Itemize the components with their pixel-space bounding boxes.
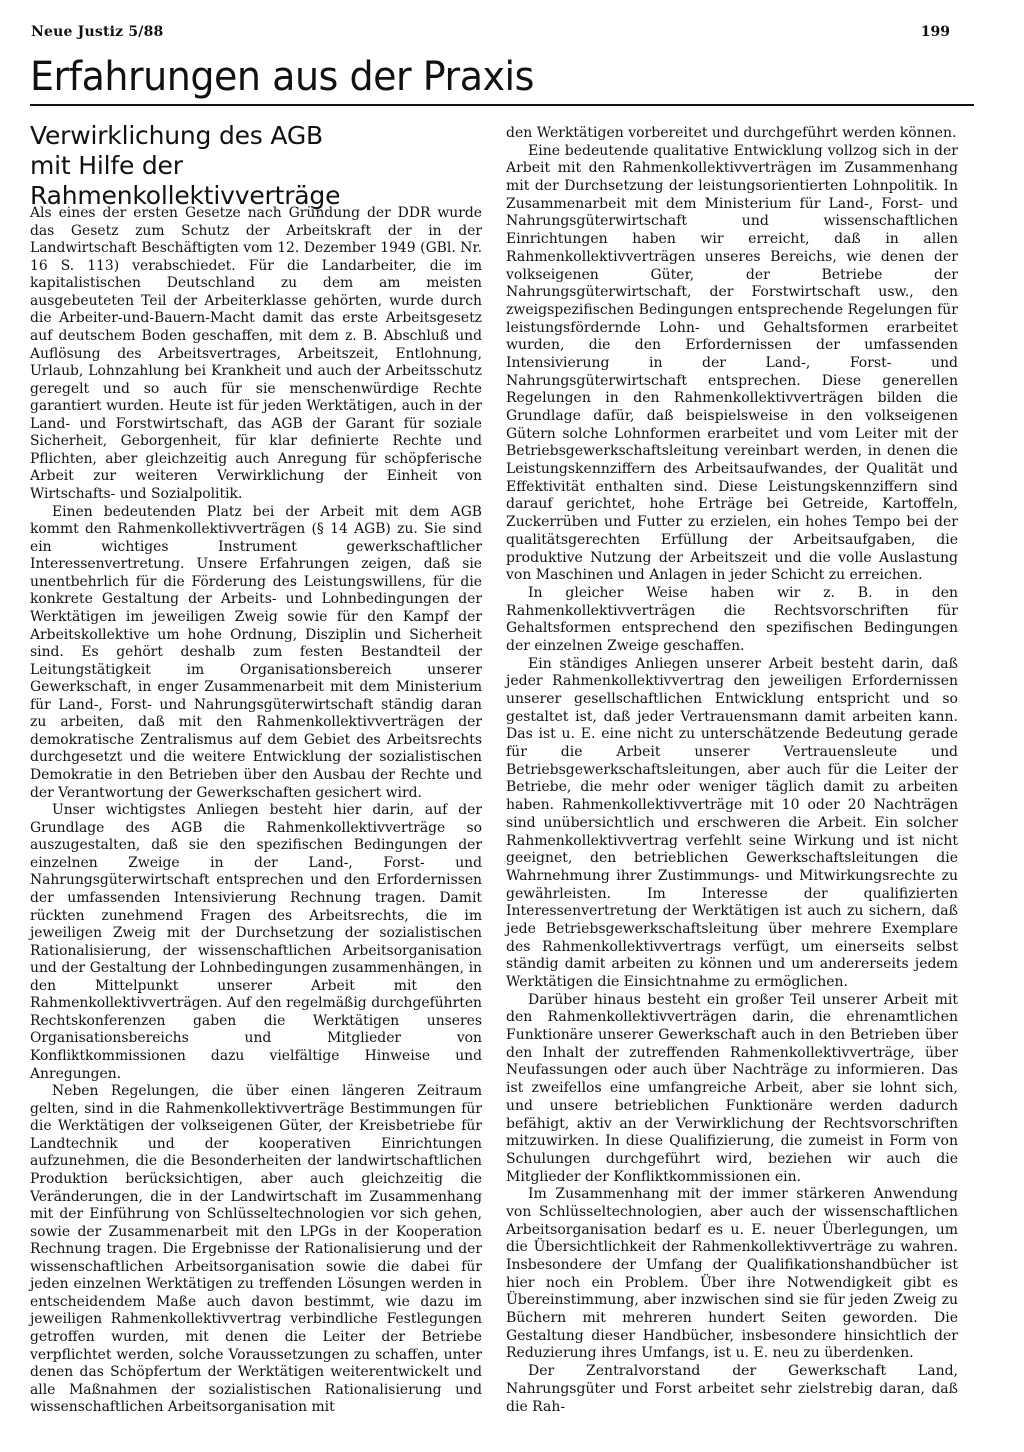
- paragraph: Der Zentralvorstand der Gewerkschaft Land, Nahrungsgüter und Forst arbeitet sehr zielstrebig daran, daß die Rah-: [506, 1363, 958, 1415]
- paragraph: In gleicher Weise haben wir z. B. in den Rahmenkollektivverträgen die Rechtsvorschriften für Gehaltsformen entsprechend den spezifischen Bedingungen der einzelnen Zweige geschaffen.: [506, 584, 958, 654]
- article-title-line-2: mit Hilfe der Rahmenkollektivverträge: [30, 151, 341, 210]
- paragraph: Im Zusammenhang mit der immer stärkeren Anwendung von Schlüsseltechnologien, aber auch der wissenschaftlichen Arbeitsorganisation bedarf es u. E. neuer Überlegungen, um die Übersichtlichkeit der Rahmenkollektivverträge zu wahren. Insbesondere der Umfang der Qualifikationshandbücher ist hier noch ein Problem. Über ihre Notwendigkeit gibt es Übereinstimmung, aber inzwischen sind sie für jeden Zweig zu Büchern mit mehreren hundert Seiten geworden. Die Gestaltung dieser Handbücher, insbesondere hinsichtlich der Reduzierung ihres Umfangs, ist u. E. neu zu überdenken.: [506, 1186, 958, 1362]
- right-column: [506, 125, 958, 1416]
- section-title: Erfahrungen aus der Praxis: [30, 54, 534, 100]
- paragraph: Als eines der ersten Gesetze nach Gründung der DDR wurde das Gesetz zum Schutz der Arbeitskraft der in der Landwirtschaft Beschäftigten vom 12. Dezember 1949 (GBl. Nr. 16 S. 113) verabschiedet. Für die Landarbeiter, die im kapitalistischen Deutschland zu dem am meisten ausgebeuteten Teil der Arbeiterklasse gehörten, wurde durch die Arbeiter-und-Bauern-Macht damit das erste Arbeitsgesetz auf deutschem Boden geschaffen, mit dem z. B. Abschluß und Auflösung des Arbeitsvertrages, Arbeitszeit, Entlohnung, Urlaub, Lohnzahlung bei Krankheit und auch der Arbeitsschutz geregelt und so auch für sie menschenwürdige Rechte garantiert wurden. Heute ist für jeden Werktätigen, auch in der Land- und Forstwirtschaft, das AGB der Garant für soziale Sicherheit, Geborgenheit, für klar definierte Rechte und Pflichten, aber gleichzeitig auch Anregung für schöpferische Arbeit zur weiteren Verwirklichung der Einheit von Wirtschafts- und Sozialpolitik.: [30, 205, 482, 502]
- article-title-line-1: Verwirklichung des AGB: [30, 121, 323, 150]
- paragraph: Darüber hinaus besteht ein großer Teil unserer Arbeit mit den Rahmenkollektivverträgen darin, die ehrenamtlichen Funktionäre unserer Gewerkschaft auch in den Betrieben über den Inhalt der zutreffenden Rahmenkollektivverträge, über Neufassungen oder auch über Nachträge zu informieren. Das ist zweifellos eine umfangreiche Arbeit, aber sie lohnt sich, und unsere betrieblichen Funktionäre werden dadurch befähigt, aktiv an der Verwirklichung der Rechtsvorschriften mitzuwirken. In diese Qualifizierung, die zumeist in Form von Schulungen durchgeführt wird, beziehen wir auch die Mitglieder der Konfliktkommissionen ein.: [506, 991, 958, 1185]
- article-title: [30, 121, 500, 211]
- section-rule: [30, 104, 974, 106]
- journal-running-head: Neue Justiz 5/88: [31, 24, 164, 40]
- paragraph: Unser wichtigstes Anliegen besteht hier darin, auf der Grundlage des AGB die Rahmenkollektivverträge so auszugestalten, daß sie den spezifischen Bedingungen der einzelnen Zweige in der Land-, Forst- und Nahrungsgüterwirtschaft entsprechen und den Erfordernissen der umfassenden Intensivierung Rechnung tragen. Damit rückten zunehmend Fragen des Arbeitsrechts, die im jeweiligen Zweig mit der Durchsetzung der sozialistischen Rationalisierung, der wissenschaftlichen Arbeitsorganisation und der Gestaltung der Lohnbedingungen zusammenhängen, in den Mittelpunkt unserer Arbeit mit den Rahmenkollektivverträgen. Auf den regelmäßig durchgeführten Rechtskonferenzen gaben die Werktätigen unseres Organisationsbereichs und Mitglieder von Konfliktkommissionen dazu vielfältige Hinweise und Anregungen.: [30, 802, 482, 1082]
- page-number: 199: [920, 24, 950, 40]
- paragraph: Ein ständiges Anliegen unserer Arbeit besteht darin, daß jeder Rahmenkollektivvertrag den jeweiligen Erfordernissen unserer gesellschaftlichen Entwicklung entspricht und so gestaltet ist, daß jeder Vertrauensmann damit arbeiten kann. Das ist u. E. eine nicht zu unterschätzende Bedeutung gerade für die Arbeit unserer Vertrauensleute und Betriebsgewerkschaftsleitungen, aber auch für die Leiter der Betriebe, die mehr oder weniger täglich damit zu arbeiten haben. Rahmenkollektivverträge mit 10 oder 20 Nachträgen sind unübersichtlich und erschweren die Arbeit. Ein solcher Rahmenkollektivvertrag verfehlt seine Wirkung und ist nicht geeignet, den betrieblichen Gewerkschaftsleitungen die Wahrnehmung ihrer Zustimmungs- und Mitwirkungsrechte zu gewährleisten. Im Interesse der qualifizierten Interessenvertretung der Werktätigen ist auch zu sichern, daß jede Betriebsgewerkschaftsleitung über mehrere Exemplare des Rahmenkollektivvertrags verfügt, um einerseits selbst ständig damit arbeiten zu können und um andererseits jedem Werktätigen die Einsichtnahme zu ermöglichen.: [506, 655, 958, 990]
- paragraph: Einen bedeutenden Platz bei der Arbeit mit dem AGB kommt den Rahmenkollektivverträgen (§ 14 AGB) zu. Sie sind ein wichtiges Instrument gewerkschaftlicher Interessenvertretung. Unsere Erfahrungen zeigen, daß sie unentbehrlich für die Förderung des Leistungswillens, für die konkrete Gestaltung der Arbeits- und Lohnbedingungen der Werktätigen im jeweiligen Zweig sowie für den Kampf der Arbeitskollektive um hohe Ordnung, Disziplin und Sicherheit sind. Es gehört deshalb zum festen Bestandteil der Leitungstätigkeit im Organisationsbereich unserer Gewerkschaft, in enger Zusammenarbeit mit dem Ministerium für Land-, Forst- und Nahrungsgüterwirtschaft ständig daran zu arbeiten, daß mit den Rahmenkollektivverträgen der demokratische Zentralismus auf dem Gebiet des Arbeitsrechts durchgesetzt und die weitere Entwicklung der sozialistischen Demokratie in den Betrieben über den Ausbau der Rechte und der Verantwortung der Gewerkschaften gesichert wird.: [30, 503, 482, 801]
- paragraph: Eine bedeutende qualitative Entwicklung vollzog sich in der Arbeit mit den Rahmenkollektivverträgen im Zusammenhang mit der Durchsetzung der leistungsorientierten Lohnpolitik. In Zusammenarbeit mit dem Ministerium für Land-, Forst- und Nahrungsgüterwirtschaft und wissenschaftlichen Einrichtungen haben wir erreicht, daß in allen Rahmenkollektivverträgen unseres Bereichs, wie denen der volkseigenen Güter, der Betriebe der Nahrungsgüterwirtschaft, der Forstwirtschaft usw., den zweigspezifischen Bedingungen entsprechende Regelungen für leistungsfördernde Lohn- und Gehaltsformen erarbeitet wurden, die den Erfordernissen der umfassenden Intensivierung in der Land-, Forst- und Nahrungsgüterwirtschaft entsprechen. Diese generellen Regelungen in den Rahmenkollektivverträgen bilden die Grundlage dafür, daß beispielsweise in den volkseigenen Gütern solche Lohnformen erarbeitet und vom Leiter mit der Betriebsgewerkschaftsleitung vereinbart werden, in denen die Leistungskennziffern des Arbeitsaufwandes, der Qualität und Effektivität enthalten sind. Diese Leistungskennziffern sind darauf gerichtet, hohe Erträge bei Getreide, Kartoffeln, Zuckerrüben und Futter zu erzielen, ein hohes Tempo bei der qualitätsgerechten Erfüllung der Arbeitsaufgaben, die produktive Nutzung der Arbeitszeit und die volle Auslastung von Maschinen und Anlagen in jeder Schicht zu erreichen.: [506, 142, 958, 584]
- left-column: [30, 205, 482, 1417]
- paragraph: Neben Regelungen, die über einen längeren Zeitraum gelten, sind in die Rahmenkollektivverträge Bestimmungen für die Werktätigen der volkseigenen Güter, der Kreisbetriebe für Landtechnik und der kooperativen Einrichtungen aufzunehmen, die die Besonderheiten der landwirtschaftlichen Produktion berücksichtigen, aber auch gleichzeitig die Veränderungen, die in der Landwirtschaft im Zusammenhang mit der Einführung von Schlüsseltechnologien vor sich gehen, sowie der Zusammenarbeit mit den LPGs in der Kooperation Rechnung tragen. Die Ergebnisse der Rationalisierung und der wissenschaftlichen Arbeitsorganisation sowie die dabei für jeden einzelnen Werktätigen zu treffenden Lösungen werden in entscheidendem Maße auch davon bestimmt, wie dazu im jeweiligen Rahmenkollektivvertrag verbindliche Festlegungen getroffen wurden, mit denen die Leiter der Betriebe verpflichtet werden, solche Voraussetzungen zu schaffen, unter denen das Schöpfertum der Werktätigen weiterentwickelt und alle Maßnahmen der sozialistischen Rationalisierung und wissenschaftlichen Arbeitsorganisation mit: [30, 1083, 482, 1416]
- paragraph: den Werktätigen vorbereitet und durchgeführt werden können.: [506, 125, 957, 141]
